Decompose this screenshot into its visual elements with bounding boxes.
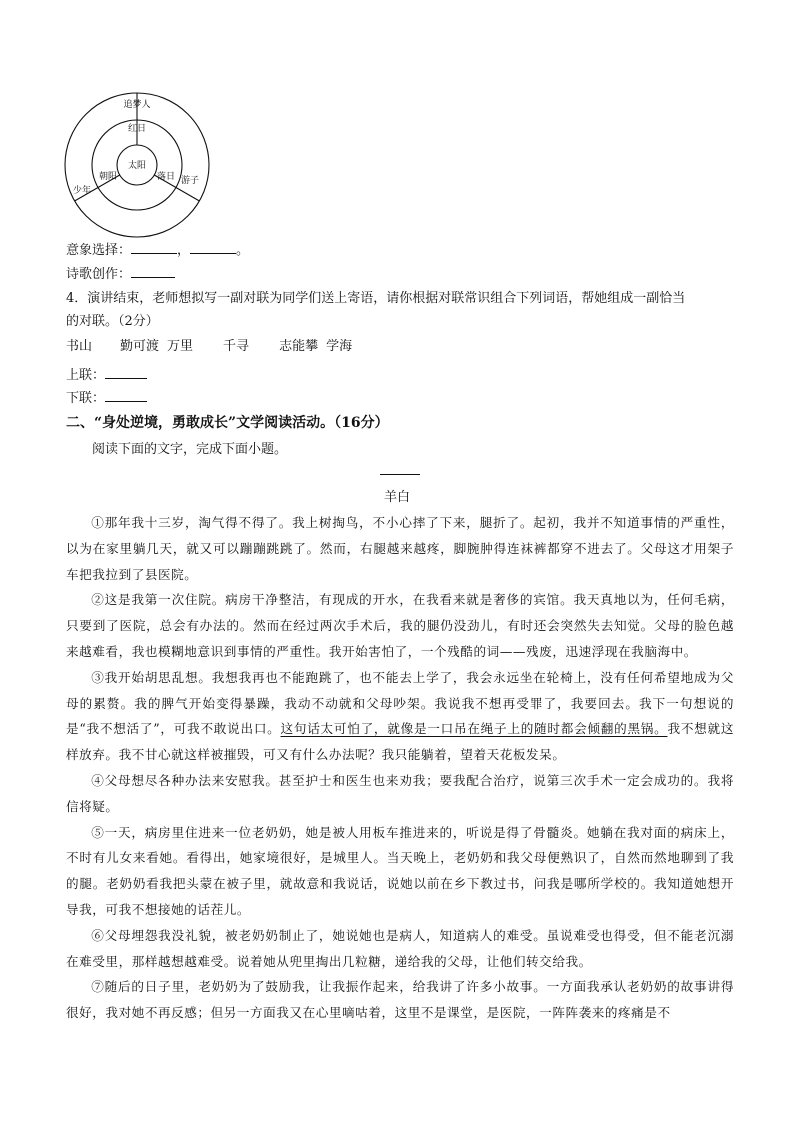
paragraph-2: ②这是我第一次住院。病房干净整洁，有现成的开水，在我看来就是奢侈的宾馆。我天真地以为，任何毛病，只要到了医院，总会有办法的。然而在经过两次手术后，我的腿仍没劲儿，有时还会突然失去知觉。父母的脸色越来越难看，我也模糊地意识到事情的严重性。我开始害怕了，一个残酷的词——残废，迅速浮现在我脑海中。 xyxy=(66,592,734,659)
diagram-outer-right: 游子 xyxy=(180,176,200,186)
word-item: 勤可渡 xyxy=(120,339,160,354)
paragraph-1: ①那年我十三岁，淘气得不得了。我上树掏鸟，不小心摔了下来，腿折了。起初，我并不知道事情的严重性，以为在家里躺几天，就又可以蹦蹦跳跳了。然而，右腿越来越疼，脚腕肿得连袜裤都穿不进去了。父母这才用架子车把我拉到了县医院。 xyxy=(66,515,734,582)
concentric-circles-diagram xyxy=(62,90,212,240)
diagram-outer-left: 少年 xyxy=(72,186,92,196)
paragraph-4: ④父母想尽各种办法来安慰我。甚至护士和医生也来劝我；要我配合治疗，说第三次手术一定会成功的。我将信将疑。 xyxy=(66,772,734,814)
article-title: 羊白 xyxy=(383,490,410,505)
paragraph-6: ⑥父母埋怨我没礼貌，被老奶奶制止了，她说她也是病人，知道病人的难受。虽说难受也得受，但不能老沉溺在难受里，那样越想越难受。说着她从兜里掏出几粒糖，递给我的父母，让他们转交给我。 xyxy=(66,927,734,969)
upper-couplet-line xyxy=(66,364,147,385)
paragraph-5: ⑤一天，病房里住进来一位老奶奶，她是被人用板车推进来的，听说是得了骨髓炎。她躺在我对面的病床上，不时有儿女来看她。看得出，她家境很好，是城里人。当天晚上，老奶奶和我父母便熟识了，自然而然地聊到了我的腿。老奶奶看我把头蒙在被子里，就故意和我说话，说她以前在乡下教过书，问我是哪所学校的。我知道她想开导我，可我不想接她的话茬儿。 xyxy=(66,824,734,917)
paragraph-3 xyxy=(66,665,734,768)
comma: ， xyxy=(177,243,191,258)
image-choice-line xyxy=(66,239,249,260)
word-item: 学海 xyxy=(326,339,353,354)
image-choice-label: 意象选择： xyxy=(66,243,132,258)
imagery-diagram xyxy=(62,90,212,240)
period: 。 xyxy=(236,243,250,258)
word-item: 万里 xyxy=(167,339,194,354)
diagram-middle-left: 朝阳 xyxy=(98,172,118,182)
word-item: 千寻 xyxy=(223,339,250,354)
upper-couplet-label: 上联： xyxy=(66,368,106,383)
poem-blank[interactable] xyxy=(131,263,175,278)
word-list xyxy=(66,338,352,356)
word-item: 志能攀 xyxy=(279,339,319,354)
answer-blank-1[interactable] xyxy=(131,239,177,254)
reading-instruction: 阅读下面的文字，完成下面小题。 xyxy=(92,442,288,457)
paragraph-7: ⑦随后的日子里，老奶奶为了鼓励我，让我振作起来，给我讲了许多小故事。一方面我承认老奶奶的故事讲得很好，我对她不再反感；但另一方面我又在心里嘀咕着，这里不是课堂，是医院，一阵阵袭来的疼痛是不 xyxy=(66,979,734,1021)
lower-couplet-label: 下联： xyxy=(66,391,106,406)
paragraph-3-part-c: 我不想就这样放弃。我不甘心就这样被摧毁，可又有什么办法呢？我只能躺着，望着天花板发呆。 xyxy=(66,721,735,763)
article-body xyxy=(66,510,734,1026)
answer-blank-2[interactable] xyxy=(190,239,236,254)
poem-label: 诗歌创作： xyxy=(66,267,132,282)
question-4-line-1: 4．演讲结束，老师想拟写一副对联为同学们送上寄语，请你根据对联常识组合下列词语，帮她组成一副恰当 xyxy=(66,291,686,306)
question-4-line-2: 的对联。（2分） xyxy=(66,314,159,329)
word-item: 书山 xyxy=(66,339,93,354)
diagram-middle-top: 红日 xyxy=(127,124,147,134)
section-title: 二、“身处逆境，勇敢成长”文学阅读活动。（16分） xyxy=(66,415,389,431)
paragraph-3-part-a: ③我开始胡思乱想。我想我再也不能跑跳了，也不能去上学了，我会永远坐在轮椅上，没有任何希望地成为父母的累赘。我的脾气开始变得暴躁，我动不动就和父母吵架。我说我不想再受罪了，我要回去。我下一句想说的是“我不想活了”，可我不敢说出口。 xyxy=(66,669,734,737)
diagram-middle-right: 落日 xyxy=(156,172,176,182)
upper-couplet-blank[interactable] xyxy=(105,364,147,379)
diagram-outer-top: 追梦人 xyxy=(123,100,151,110)
title-blank[interactable] xyxy=(380,474,420,475)
lower-couplet-line xyxy=(66,387,147,408)
poem-line xyxy=(66,263,175,284)
lower-couplet-blank[interactable] xyxy=(105,387,147,402)
underlined-sentence: 这句话太可怕了，就像是一口吊在绳子上的随时都会倾翻的黑锅。 xyxy=(280,721,668,737)
diagram-center: 太阳 xyxy=(127,161,147,171)
